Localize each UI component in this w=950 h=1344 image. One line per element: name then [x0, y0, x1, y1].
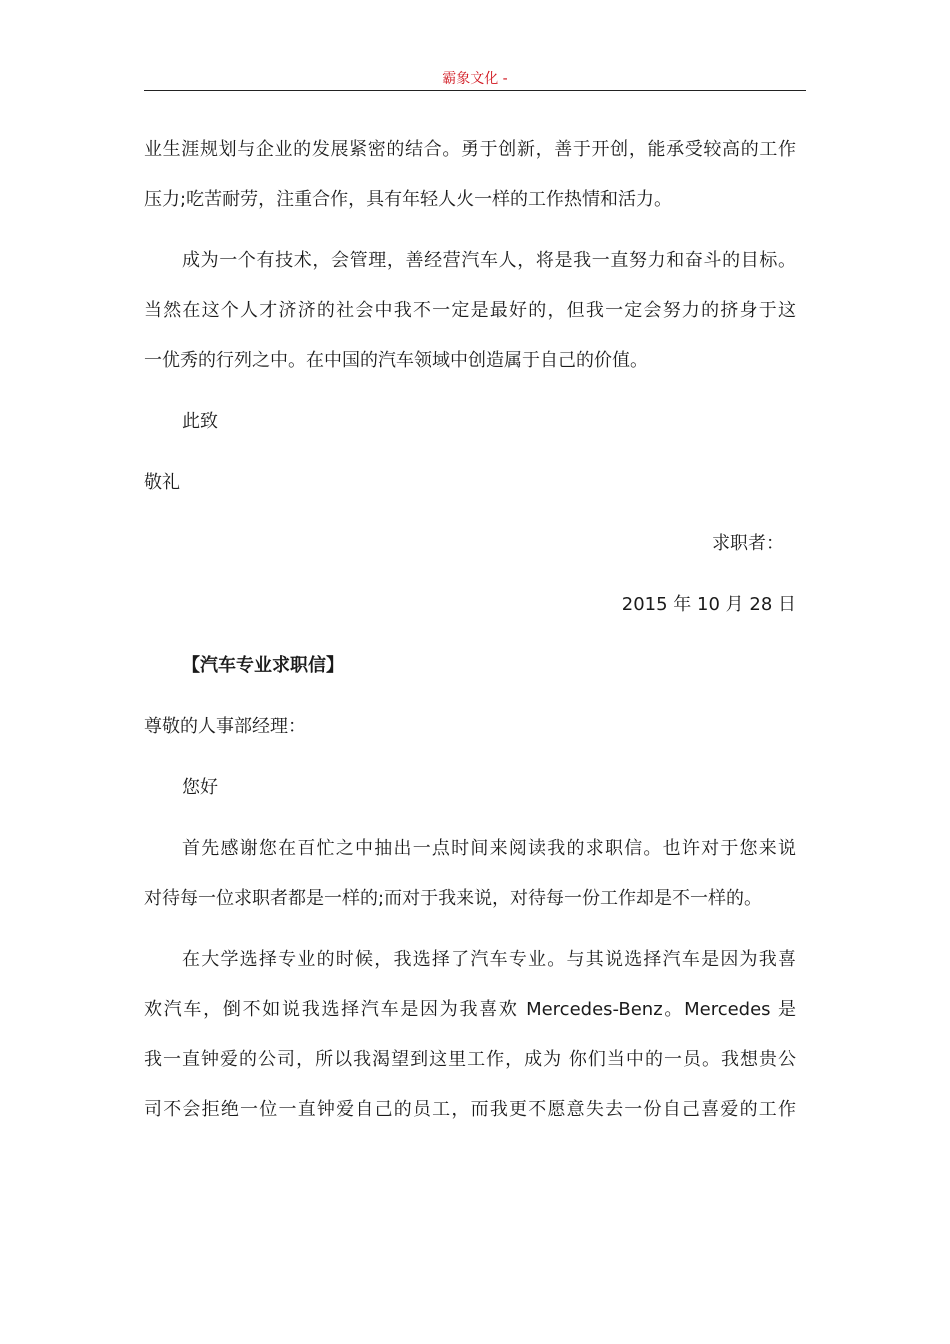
paragraph-major-choice — [144, 935, 796, 1135]
closing-regards: 敬礼 — [144, 472, 180, 493]
section-title: 【汽车专业求职信】 — [182, 655, 344, 676]
letter-greeting: 尊敬的人事部经理： — [144, 716, 306, 737]
header-title: 霸象文化 - — [442, 71, 508, 87]
text-line: 首先感谢您在百忙之中抽出一点时间来阅读我的求职信。也许对于您来说 — [182, 838, 796, 859]
paragraph-thanks — [144, 824, 796, 924]
text-line: 当然在这个人才济济的社会中我不一定是最好的，但我一定会努力的挤身于这 — [144, 300, 796, 321]
text-line: 我一直钟爱的公司，所以我渴望到这里工作，成为 你们当中的一员。我想贵公 — [144, 1049, 796, 1070]
closing-salutation: 此致 — [182, 411, 218, 432]
document-body — [144, 125, 796, 1135]
text-line: 欢汽车，倒不如说我选择汽车是因为我喜欢 Mercedes-Benz。Mercedes 是 — [144, 999, 796, 1020]
text-line: 业生涯规划与企业的发展紧密的结合。勇于创新，善于开创，能承受较高的工作 — [144, 139, 796, 160]
text-line: 一优秀的行列之中。在中国的汽车领域中创造属于自己的价值。 — [144, 350, 648, 371]
signature-applicant: 求职者： — [712, 533, 784, 554]
paragraph-goal — [144, 236, 796, 386]
paragraph-career-summary — [144, 125, 796, 225]
text-line: 压力;吃苦耐劳，注重合作，具有年轻人火一样的工作热情和活力。 — [144, 189, 673, 210]
text-line: 成为一个有技术，会管理，善经营汽车人，将是我一直努力和奋斗的目标。 — [182, 250, 796, 271]
page-header — [144, 68, 806, 91]
letter-hello: 您好 — [182, 777, 218, 798]
signature-date: 2015 年 10 月 28 日 — [621, 594, 796, 615]
text-line: 在大学选择专业的时候，我选择了汽车专业。与其说选择汽车是因为我喜 — [182, 949, 796, 970]
text-line: 对待每一位求职者都是一样的;而对于我来说，对待每一份工作却是不一样的。 — [144, 888, 763, 909]
text-line: 司不会拒绝一位一直钟爱自己的员工，而我更不愿意失去一份自己喜爱的工作 — [144, 1099, 796, 1120]
